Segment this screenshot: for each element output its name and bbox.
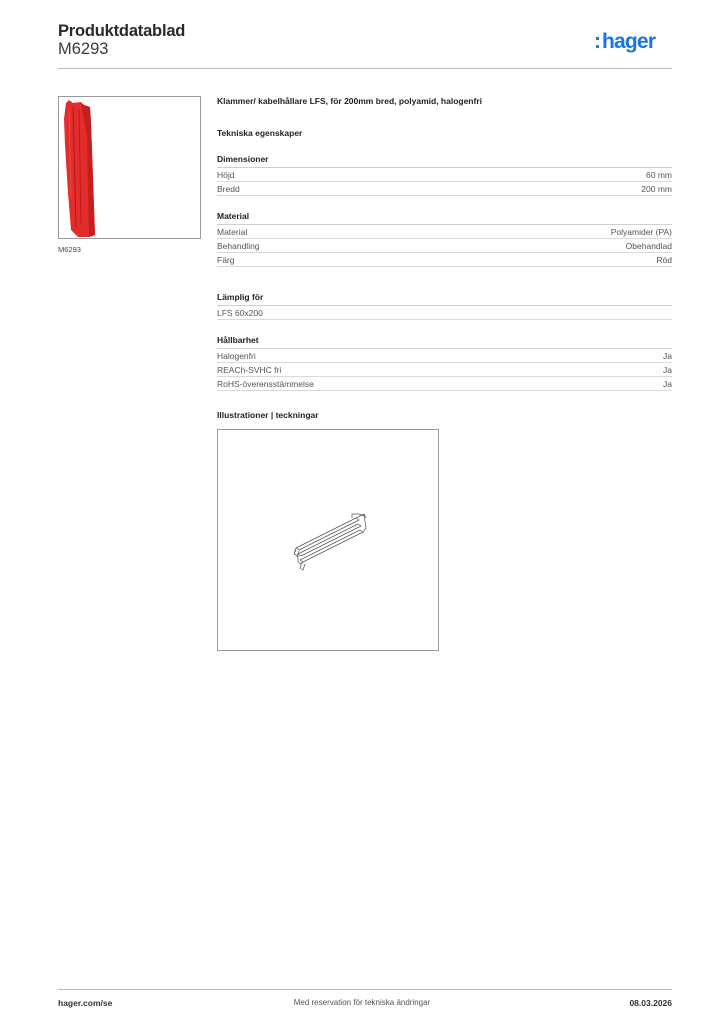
page-title: Produktdatablad — [58, 22, 186, 40]
spec-value: Ja — [663, 379, 672, 389]
spec-label: Halogenfri — [217, 351, 256, 361]
spec-value: Obehandlad — [625, 241, 672, 251]
section-dimensions — [217, 154, 672, 196]
section-sustainability — [217, 335, 672, 391]
footer-date: 08.03.2026 — [629, 998, 672, 1008]
spec-label: REACh-SVHC fri — [217, 365, 282, 375]
illustration-frame — [217, 429, 439, 651]
spec-label: Höjd — [217, 170, 235, 180]
spec-label: Färg — [217, 255, 235, 265]
spec-row — [217, 377, 672, 391]
spec-row — [217, 168, 672, 182]
product-description: Klammer/ kabelhållare LFS, för 200mm bred, polyamid, halogenfri — [217, 96, 482, 106]
spec-value: 60 mm — [646, 170, 672, 180]
spec-label: LFS 60x200 — [217, 308, 263, 318]
spec-label: Behandling — [217, 241, 260, 251]
spec-row — [217, 182, 672, 196]
product-image-frame — [58, 96, 201, 239]
spec-row — [217, 239, 672, 253]
product-image — [59, 97, 202, 240]
spec-row — [217, 306, 672, 320]
spec-row — [217, 363, 672, 377]
illustrations-heading: Illustrationer | teckningar — [217, 410, 319, 420]
product-code: M6293 — [58, 40, 109, 58]
section-title: Material — [217, 211, 672, 225]
section-title: Dimensioner — [217, 154, 672, 168]
spec-value: Röd — [656, 255, 672, 265]
section-suitable-for — [217, 292, 672, 320]
section-title: Hållbarhet — [217, 335, 672, 349]
logo-text: hager — [602, 30, 656, 53]
spec-value: 200 mm — [641, 184, 672, 194]
footer-divider — [58, 989, 672, 990]
spec-value: Ja — [663, 351, 672, 361]
technical-properties-heading: Tekniska egenskaper — [217, 128, 303, 138]
spec-row — [217, 349, 672, 363]
spec-row — [217, 253, 672, 267]
spec-label: Bredd — [217, 184, 240, 194]
footer-disclaimer: Med reservation för tekniska ändringar — [293, 998, 431, 1007]
footer-website: hager.com/se — [58, 998, 113, 1008]
image-caption: M6293 — [58, 245, 81, 254]
spec-row — [217, 225, 672, 239]
hager-logo: :hager — [594, 30, 656, 53]
technical-drawing — [218, 430, 440, 652]
header-divider — [58, 68, 672, 69]
section-material — [217, 211, 672, 267]
spec-value: Ja — [663, 365, 672, 375]
spec-value: Polyamider (PA) — [610, 227, 672, 237]
specifications — [217, 96, 672, 391]
spec-label: Material — [217, 227, 248, 237]
section-title: Lämplig för — [217, 292, 672, 306]
spec-label: RoHS-överensstämmelse — [217, 379, 314, 389]
